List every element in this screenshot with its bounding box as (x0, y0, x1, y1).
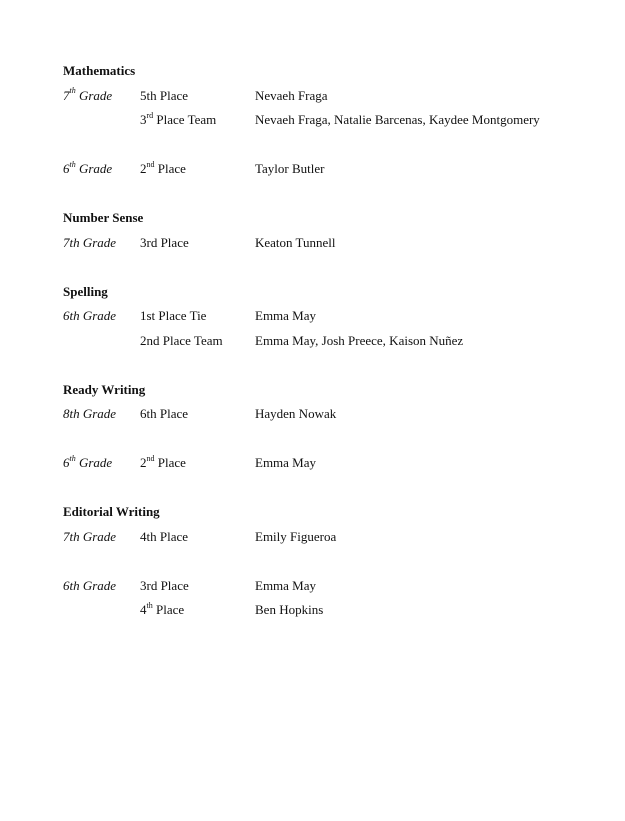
section-heading: Editorial Writing (63, 504, 160, 519)
result-row (63, 577, 603, 602)
place-label (140, 405, 188, 423)
grade-label (63, 405, 116, 423)
place-text: 3rd Place (140, 577, 189, 593)
place-label (140, 454, 186, 472)
place-ordinal-suffix: th (146, 600, 153, 610)
student-names: Emma May (255, 577, 317, 593)
place-text: 2 (140, 161, 147, 176)
grade-label (63, 528, 116, 546)
grade-label (63, 160, 112, 178)
grade-text: 6 (63, 455, 70, 470)
place-text: 4th Place (140, 528, 189, 544)
result-row (63, 454, 603, 479)
blank-line (63, 552, 603, 577)
section-heading: Spelling (63, 283, 108, 299)
grade-text: Grade (75, 455, 113, 470)
grade-text: 6th Grade (63, 577, 117, 593)
place-label (140, 160, 186, 178)
place-label (140, 577, 189, 595)
place-label (140, 111, 216, 129)
grade-text: 7 (63, 87, 70, 103)
place-text: 2 (140, 455, 147, 470)
section-heading: Ready Writing (63, 381, 146, 397)
place-text: 5th Place (140, 87, 189, 103)
grade-text: 7th Grade (63, 528, 117, 544)
place-text: 3 (140, 112, 147, 127)
grade-label (63, 454, 112, 472)
place-text: 2nd Place Team (140, 332, 223, 348)
grade-text: Grade (75, 87, 113, 103)
grade-text: 6 (63, 161, 70, 176)
place-label (140, 528, 188, 546)
section (63, 503, 603, 626)
grade-label (63, 577, 116, 595)
student-names: Keaton Tunnell (255, 234, 336, 250)
section (63, 62, 603, 209)
result-row (63, 111, 603, 136)
place-label (140, 307, 206, 325)
section-heading: Mathematics (63, 63, 136, 78)
grade-text: Grade (75, 161, 113, 176)
place-text: Place Team (153, 112, 217, 127)
place-label (140, 332, 223, 350)
place-label (140, 234, 189, 252)
student-names: Emma May, Josh Preece, Kaison Nuñez (255, 332, 464, 348)
blank-line (63, 430, 603, 455)
grade-text: 7th Grade (63, 234, 117, 250)
student-names: Ben Hopkins (255, 602, 324, 617)
place-ordinal-suffix: nd (146, 453, 155, 463)
grade-label (63, 87, 112, 105)
grade-label (63, 234, 116, 252)
section-heading: Number Sense (63, 210, 144, 225)
result-row (63, 601, 603, 626)
grade-ordinal-suffix: th (69, 86, 76, 96)
student-names: Nevaeh Fraga (255, 87, 328, 103)
place-text: Place (152, 602, 185, 617)
grade-text: 6th Grade (63, 308, 117, 323)
blank-line (63, 479, 603, 504)
result-row (63, 234, 603, 259)
grade-text: 8th Grade (63, 406, 117, 421)
student-names: Emma May (255, 308, 317, 323)
grade-ordinal-suffix: th (69, 159, 76, 169)
result-row (63, 160, 603, 185)
blank-line (63, 185, 603, 210)
place-text: 6th Place (140, 406, 189, 421)
result-row (63, 87, 603, 112)
student-names: Hayden Nowak (255, 406, 337, 421)
student-names: Emma May (255, 455, 317, 470)
student-names: Taylor Butler (255, 161, 325, 176)
grade-ordinal-suffix: th (69, 453, 76, 463)
section (63, 283, 603, 381)
place-ordinal-suffix: nd (146, 159, 155, 169)
place-text: 1st Place Tie (140, 308, 207, 323)
place-text: 4 (140, 602, 147, 617)
place-text: 3rd Place (140, 234, 189, 250)
place-text: Place (154, 455, 186, 470)
section (63, 381, 603, 504)
results-list (63, 62, 603, 626)
place-ordinal-suffix: rd (146, 110, 154, 120)
result-row (63, 405, 603, 430)
result-row (63, 332, 603, 357)
student-names: Nevaeh Fraga, Natalie Barcenas, Kaydee Montgomery (255, 112, 540, 127)
blank-line (63, 136, 603, 161)
blank-line (63, 258, 603, 283)
grade-label (63, 307, 116, 325)
result-row (63, 528, 603, 553)
student-names: Emily Figueroa (255, 528, 337, 544)
place-label (140, 87, 188, 105)
place-label (140, 601, 184, 619)
place-text: Place (154, 161, 186, 176)
result-row (63, 307, 603, 332)
blank-line (63, 356, 603, 381)
section (63, 209, 603, 283)
